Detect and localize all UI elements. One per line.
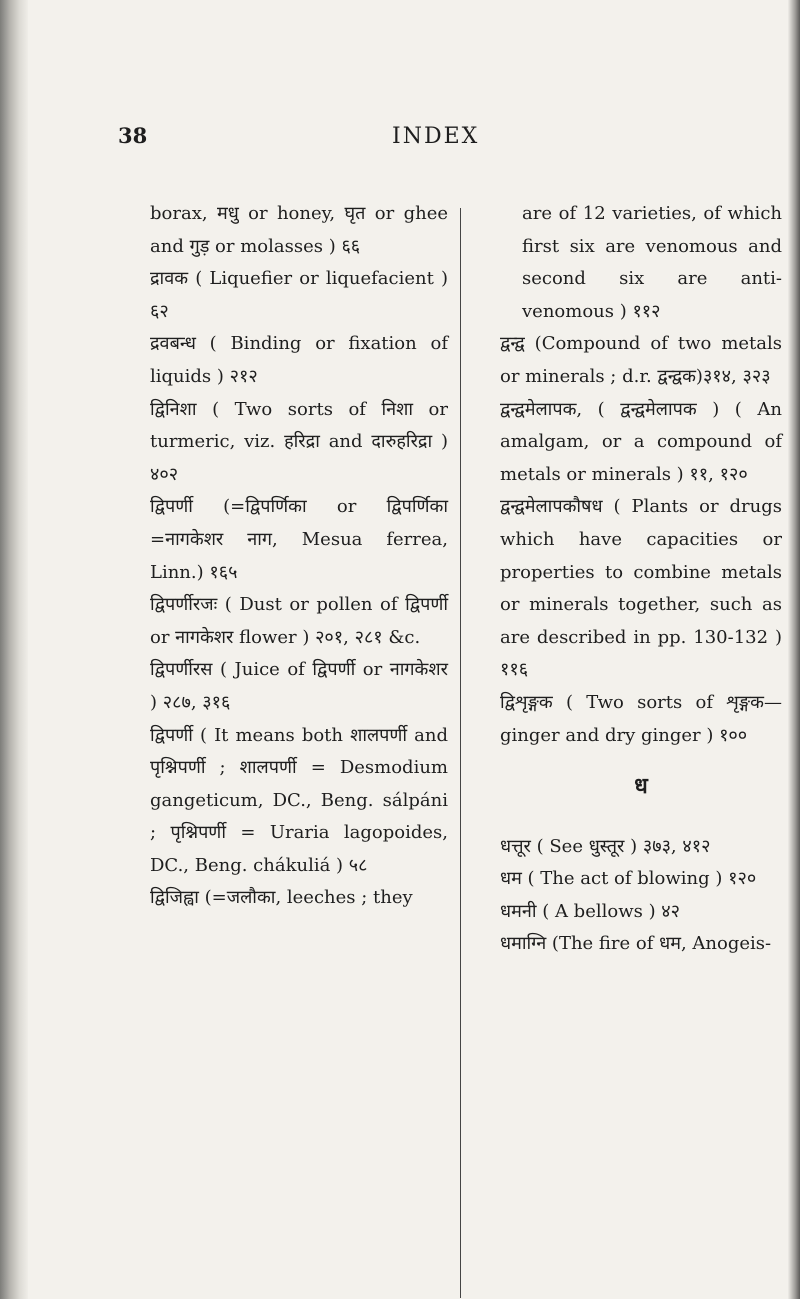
index-entry: धम ( The act of blowing ) १२० <box>500 868 757 890</box>
index-entry: धमनी ( A bellows ) ४२ <box>500 900 681 922</box>
index-entry: द्वन्द्व (Compound of two metals or minerals ; d.r. द्वन्द्वक)३१४, ३२३ <box>500 333 782 387</box>
index-entry: द्वन्द्वमेलापकौषध ( Plants or drugs which have capacities or properties to combine metals or minerals together, such as are described in pp. 130-132 ) ११६ <box>500 496 782 681</box>
column-divider <box>460 208 461 1298</box>
index-entry: द्विशृङ्गक ( Two sorts of शृङ्गक— ginger and dry ginger ) १०० <box>500 691 782 746</box>
index-entry: धमाग्नि (The fire of धम, Anogeis- <box>500 933 772 955</box>
index-entry: द्विजिह्वा (=जलौका, leeches ; they <box>150 887 413 909</box>
index-entry: द्विपर्णी ( It means both शालपर्णी and पृश्निपर्णी ; शालपर्णी = Desmodium gangeticum, DC., Beng. sálpáni ; पृश्निपर्णी = Uraria lagopoides, DC., Beng. chákuliá ) ५८ <box>150 724 448 876</box>
index-entry: द्वन्द्वमेलापक, ( द्वन्द्वमेलापक ) ( An amalgam, or a compound of metals or minerals ) ११, १२० <box>500 398 782 485</box>
book-binding-left <box>0 0 28 1299</box>
index-entry: द्विपर्णी (=द्विपर्णिका or द्विपर्णिका =नागकेशर नाग, Mesua ferrea, Linn.) १६५ <box>150 496 448 583</box>
index-entry: धत्तूर ( See धुस्तूर ) ३७३, ४१२ <box>500 835 711 857</box>
index-entry: द्विनिशा ( Two sorts of निशा or turmeric, viz. हरिद्रा and दारुहरिद्रा ) ४०२ <box>150 398 448 485</box>
index-entry: borax, मधु or honey, घृत or ghee and गुड़ or molasses ) ६६ <box>150 203 448 257</box>
running-title: INDEX <box>392 124 480 149</box>
index-entry: द्रावक ( Liquefier or liquefacient ) ६२ <box>150 268 448 322</box>
page-number: 38 <box>118 123 148 148</box>
index-entry: द्विपर्णीरजः ( Dust or pollen of द्विपर्णी or नागकेशर flower ) २०१, २८१ &c. <box>150 594 448 648</box>
index-entry: द्रवबन्ध ( Binding or fixation of liquids ) २१२ <box>150 333 448 387</box>
left-column <box>150 198 448 915</box>
right-column <box>500 198 782 961</box>
book-binding-right <box>788 0 800 1299</box>
section-letter: ध <box>634 773 648 800</box>
index-entry: द्विपर्णीरस ( Juice of द्विपर्णी or नागकेशर ) २८७, ३१६ <box>150 659 448 713</box>
index-entry: are of 12 varieties, of which first six are venomous and second six are anti-venomous ) ११२ <box>522 203 782 322</box>
